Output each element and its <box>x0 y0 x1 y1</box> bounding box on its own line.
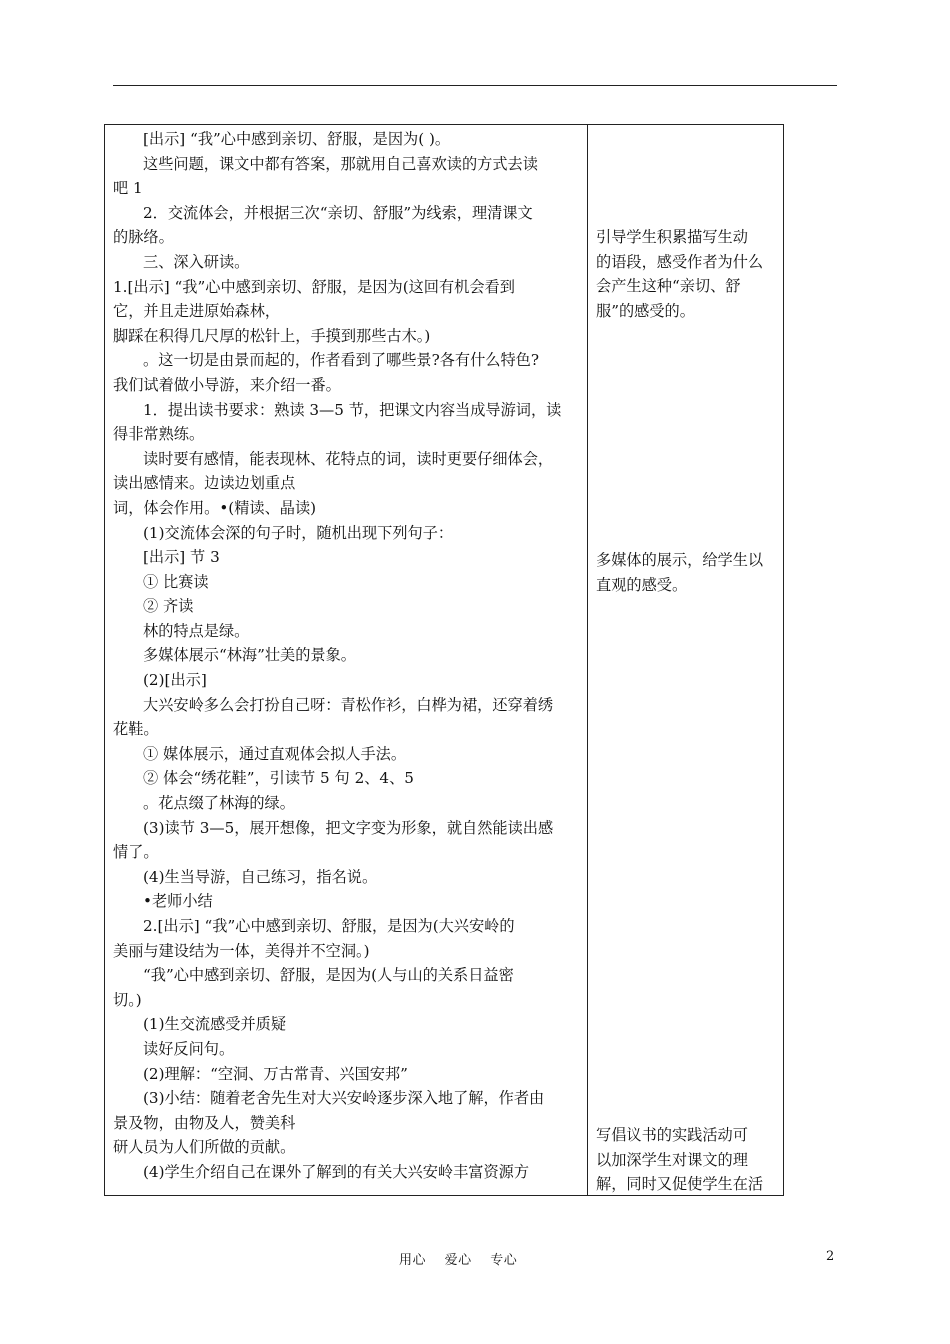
text-line: 大兴安岭多么会打扮自己呀：青松作衫，白桦为裙，还穿着绣 <box>143 695 554 714</box>
text-line: 吧 1 <box>113 179 143 198</box>
text-line: “我”心中感到亲切、舒服，是因为(人与山的关系日益密 <box>143 966 514 985</box>
side-note-1 <box>596 225 780 323</box>
text-line: (1)交流体会深的句子时，随机出现下列句子： <box>143 523 454 542</box>
text-line: 它，并且走进原始森林， <box>113 302 281 321</box>
side-note-line: 写倡议书的实践活动可 <box>596 1126 748 1144</box>
text-line: 林的特点是绿。 <box>143 621 250 640</box>
page-footer <box>0 1249 950 1271</box>
lesson-plan-table <box>104 124 784 1196</box>
text-line: ② 体会“绣花鞋”，引读节 5 句 2、4、5 <box>143 769 414 788</box>
text-line: 2．交流体会，并根据三次“亲切、舒服”为线索，理清课文 <box>143 203 533 222</box>
text-line: [出示] “我”心中感到亲切、舒服，是因为( )。 <box>143 130 451 148</box>
text-line: [出示] 节 3 <box>143 548 220 567</box>
side-note-line: 直观的感受。 <box>596 575 688 594</box>
side-note-line: 以加深学生对课文的理 <box>596 1150 748 1169</box>
text-line: ① 媒体展示，通过直观体会拟人手法。 <box>143 744 407 763</box>
side-note-line: 服”的感受的。 <box>596 301 695 320</box>
side-note-line: 多媒体的展示，给学生以 <box>596 551 764 569</box>
text-line: 三、深入研读。 <box>143 252 250 271</box>
text-line: 脚踩在积得几尺厚的松针上，手摸到那些古木。) <box>113 326 431 345</box>
design-intent-column <box>588 125 783 1195</box>
text-line: 1.[出示] “我”心中感到亲切、舒服，是因为(这回有机会看到 <box>113 277 515 296</box>
side-note-line: 解，同时又促使学生在活 <box>596 1175 764 1194</box>
text-line: 。这一切是由景而起的，作者看到了哪些景?各有什么特色? <box>143 351 539 370</box>
text-line: 读时要有感情，能表现林、花特点的词，读时更要仔细体会， <box>143 449 554 468</box>
text-line: 2.[出示] “我”心中感到亲切、舒服，是因为(大兴安岭的 <box>143 917 515 935</box>
text-line: (3)小结：随着老舍先生对大兴安岭逐步深入地了解，作者由 <box>143 1089 545 1108</box>
text-line: 得非常熟练。 <box>113 425 205 444</box>
text-line: (3)读节 3—5，展开想像，把文字变为形象，就自然能读出感 <box>143 818 554 837</box>
text-line: ① 比赛读 <box>143 572 209 591</box>
text-line: 读出感情来。边读边划重点 <box>113 474 296 493</box>
text-line: 花鞋。 <box>113 720 159 739</box>
teaching-process-column <box>105 125 588 1195</box>
text-line: 词，体会作用。•(精读、晶读) <box>113 498 317 517</box>
text-line: 读好反问句。 <box>143 1039 235 1058</box>
text-line: 。花点缀了林海的绿。 <box>143 794 295 813</box>
text-line: 的脉络。 <box>113 228 174 247</box>
text-line: (4)学生介绍自己在课外了解到的有关大兴安岭丰富资源方 <box>143 1162 530 1181</box>
text-line: (4)生当导游，自己练习，指名说。 <box>143 867 378 886</box>
header-rule <box>113 85 837 86</box>
side-note-line: 会产生这种“亲切、舒 <box>596 277 741 296</box>
side-note-line: 的语段，感受作者为什么 <box>596 252 764 271</box>
text-line: 这些问题，课文中都有答案，那就用自己喜欢读的方式去读 <box>143 154 538 173</box>
text-line: 美丽与建设结为一体，美得并不空洞。) <box>113 941 370 960</box>
text-line: 研人员为人们所做的贡献。 <box>113 1138 296 1157</box>
side-note-3 <box>596 1123 780 1197</box>
footer-motto: 用心 爱心 专心 <box>399 1253 518 1268</box>
text-line: (2)[出示] <box>143 671 207 690</box>
text-line: 多媒体展示“林海”壮美的景象。 <box>143 646 356 665</box>
text-line: 情了。 <box>113 843 159 862</box>
text-line: (1)生交流感受并质疑 <box>143 1015 287 1034</box>
page-number: 2 <box>826 1249 835 1264</box>
side-note-line: 引导学生积累描写生动 <box>596 228 748 246</box>
text-line: ② 齐读 <box>143 597 194 616</box>
text-line: 1．提出读书要求：熟读 3—5 节，把课文内容当成导游词，读 <box>143 400 562 419</box>
text-line: (2)理解：“空洞、万古常青、兴国安邦” <box>143 1064 408 1083</box>
side-note-2 <box>596 548 780 597</box>
text-line: •老师小结 <box>143 892 213 911</box>
text-line: 切。) <box>113 990 142 1009</box>
text-line: 我们试着做小导游，来介绍一番。 <box>113 375 341 394</box>
text-line: 景及物，由物及人，赞美科 <box>113 1113 296 1132</box>
